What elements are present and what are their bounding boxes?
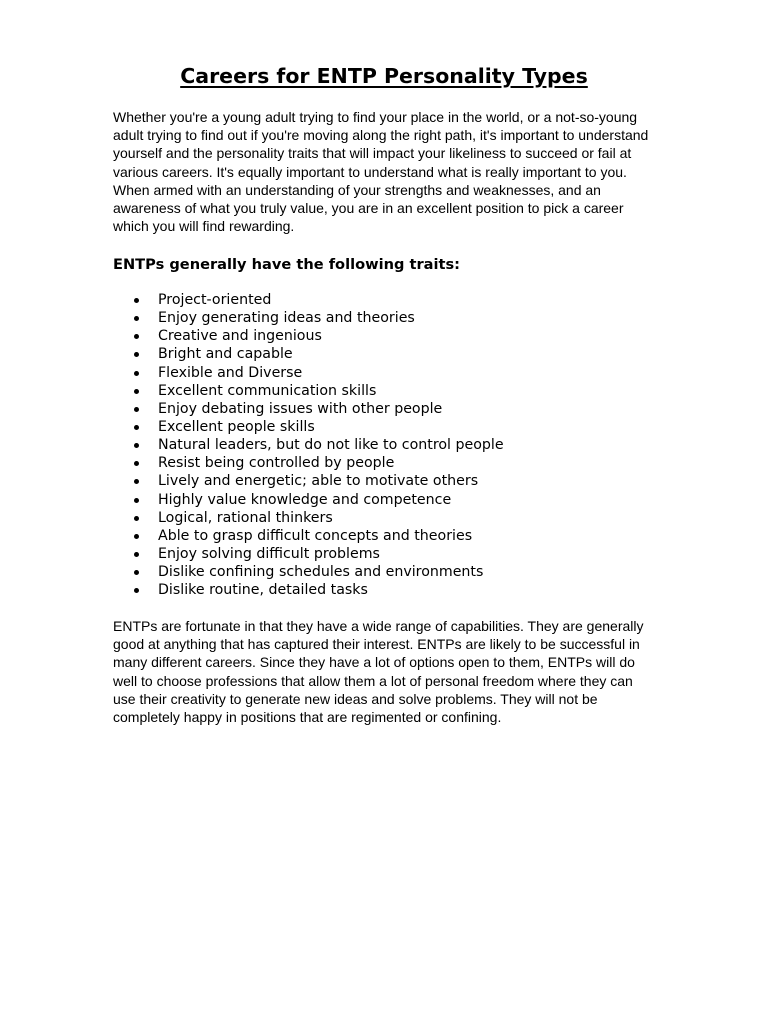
list-item	[113, 418, 658, 436]
intro-paragraph: Whether you're a young adult trying to find your place in the world, or a not-so-young adult trying to find out if you're moving along the right path, it's important to understand yourself and the personality traits that will impact your likeliness to succeed or fail at various careers. It's equally important to understand what is really important to you. When armed with an understanding of your strengths and weaknesses, and an awareness of what you truly value, you are in an excellent position to pick a career which you will find rewarding.	[113, 109, 649, 235]
list-item	[113, 309, 658, 327]
traits-list	[113, 291, 658, 599]
list-item	[113, 563, 658, 581]
trait-text: Able to grasp difficult concepts and theories	[158, 527, 473, 544]
bullet-icon	[134, 552, 139, 557]
bullet-icon	[134, 425, 139, 430]
bullet-icon	[134, 516, 139, 521]
trait-text: Dislike routine, detailed tasks	[158, 582, 368, 599]
list-item	[113, 581, 658, 599]
bullet-icon	[134, 479, 139, 484]
page-title: Careers for ENTP Personality Types	[180, 64, 588, 88]
trait-text: Bright and capable	[158, 346, 293, 363]
list-item	[113, 291, 658, 309]
bullet-icon	[134, 352, 139, 357]
list-item	[113, 345, 658, 363]
trait-text: Highly value knowledge and competence	[158, 491, 452, 508]
bullet-icon	[134, 570, 139, 575]
traits-heading: ENTPs generally have the following traits:	[113, 256, 461, 273]
bullet-icon	[134, 334, 139, 339]
bullet-icon	[134, 461, 139, 466]
trait-text: Creative and ingenious	[158, 328, 322, 345]
trait-text: Dislike confining schedules and environments	[158, 564, 484, 581]
trait-text: Enjoy solving difficult problems	[158, 545, 380, 562]
bullet-icon	[134, 443, 139, 448]
list-item	[113, 382, 658, 400]
bullet-icon	[134, 371, 139, 376]
list-item	[113, 454, 658, 472]
list-item	[113, 327, 658, 345]
bullet-icon	[134, 389, 139, 394]
trait-text: Enjoy generating ideas and theories	[158, 310, 415, 327]
trait-text: Logical, rational thinkers	[158, 509, 333, 526]
bullet-icon	[134, 407, 139, 412]
trait-text: Natural leaders, but do not like to control people	[158, 437, 504, 454]
trait-text: Excellent people skills	[158, 418, 315, 435]
trait-text: Enjoy debating issues with other people	[158, 400, 443, 417]
outro-paragraph: ENTPs are fortunate in that they have a wide range of capabilities. They are generally good at anything that has captured their interest. ENTPs are likely to be successful in many different careers. Since they have a lot of options open to them, ENTPs will do well to choose professions that allow them a lot of personal freedom where they can use their creativity to generate new ideas and solve problems. They will not be completely happy in positions that are regimented or confining.	[113, 618, 644, 726]
trait-text: Lively and energetic; able to motivate others	[158, 473, 479, 490]
list-item	[113, 491, 658, 509]
bullet-icon	[134, 498, 139, 503]
bullet-icon	[134, 588, 139, 593]
list-item	[113, 545, 658, 563]
list-item	[113, 472, 658, 490]
trait-text: Flexible and Diverse	[158, 364, 303, 381]
bullet-icon	[134, 316, 139, 321]
trait-text: Excellent communication skills	[158, 382, 377, 399]
trait-text: Project-oriented	[158, 292, 272, 308]
list-item	[113, 509, 658, 527]
trait-text: Resist being controlled by people	[158, 455, 395, 472]
list-item	[113, 527, 658, 545]
list-item	[113, 364, 658, 382]
list-item	[113, 436, 658, 454]
bullet-icon	[134, 534, 139, 539]
list-item	[113, 400, 658, 418]
bullet-icon	[134, 298, 139, 303]
